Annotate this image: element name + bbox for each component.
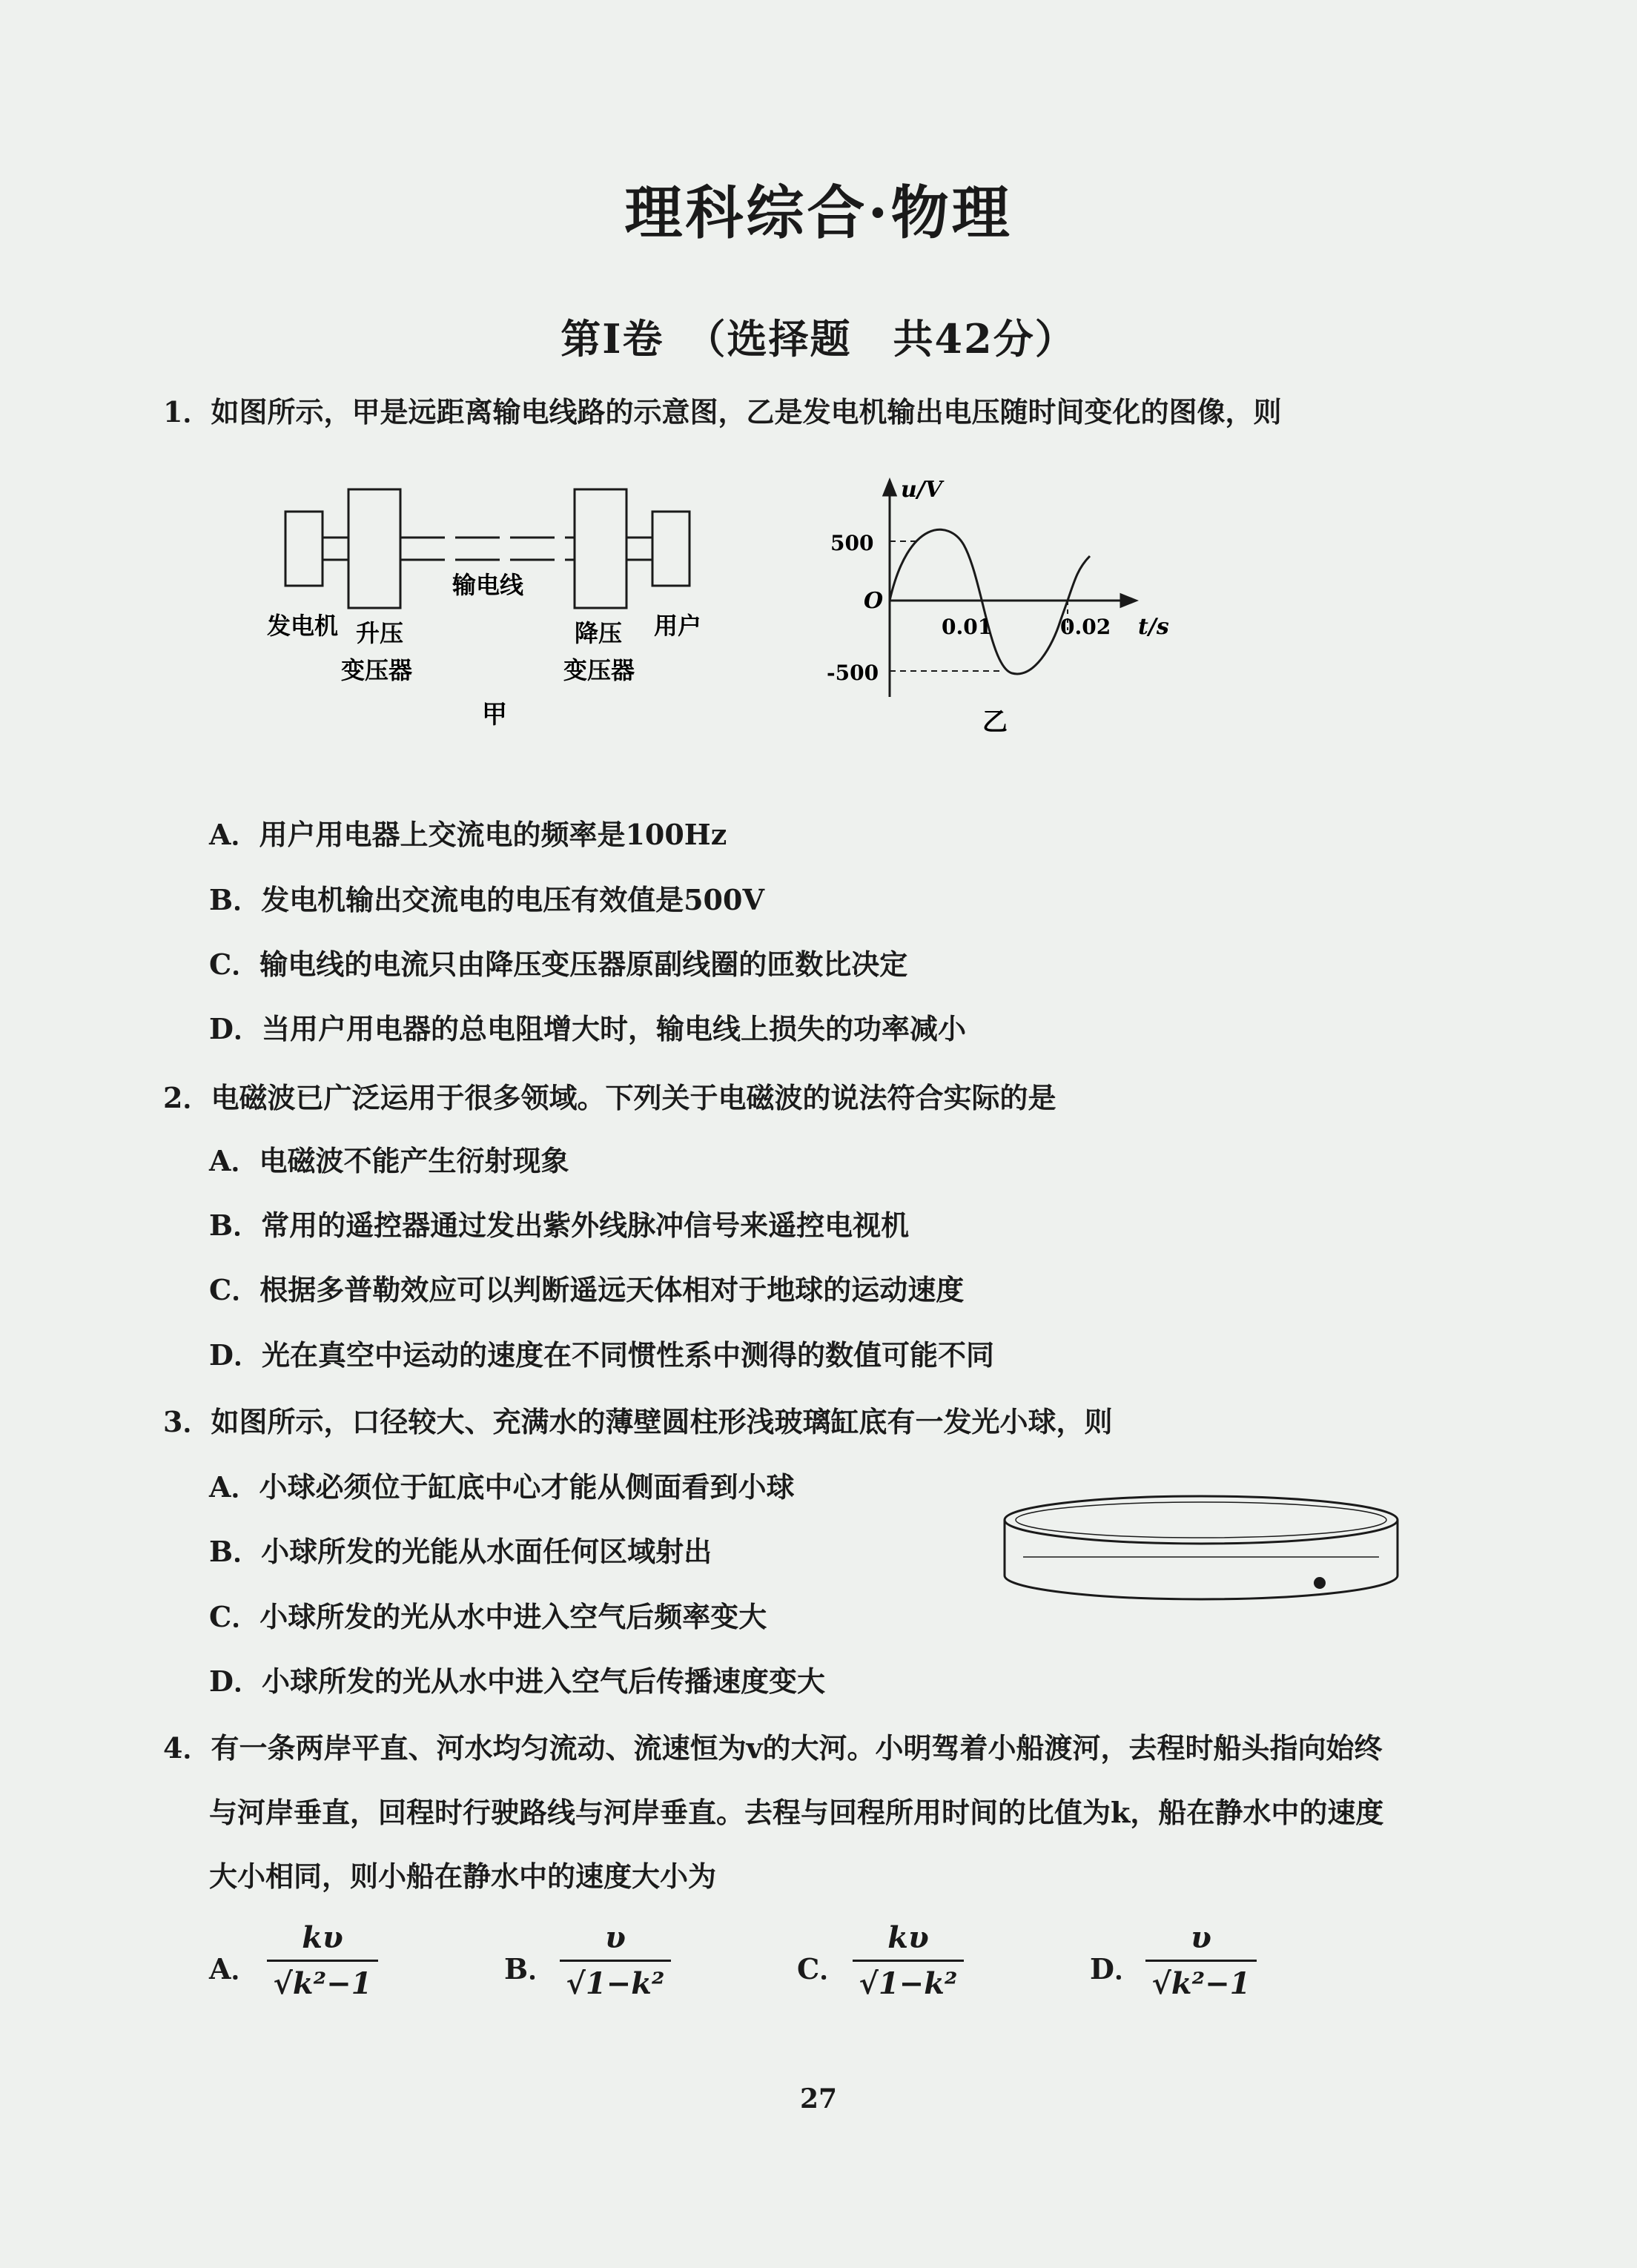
q1-option-d: D．当用户用电器的总电阻增大时，输电线上损失的功率减小 xyxy=(209,1012,966,1045)
q4-stem-2: 与河岸垂直，回程时行驶路线与河岸垂直。去程与回程所用时间的比值为k，船在静水中的速度 xyxy=(209,1796,1384,1829)
caption-yi: 乙 xyxy=(982,707,1008,737)
label-user: 用户 xyxy=(654,612,702,640)
q1-option-b: B．发电机输出交流电的电压有效值是500V xyxy=(209,883,764,916)
q4-option-b-label: B． xyxy=(504,1952,557,1986)
tank-top-rim xyxy=(1005,1496,1398,1544)
label-stepdown-1: 降压 xyxy=(575,619,623,647)
label-line: 输电线 xyxy=(452,571,524,599)
q3-option-c: C．小球所发的光从水中进入空气后频率变大 xyxy=(209,1600,767,1633)
origin-label: O xyxy=(864,588,884,614)
q2-option-d: D．光在真空中运动的速度在不同惯性系中测得的数值可能不同 xyxy=(209,1338,994,1372)
q2-stem: 2．电磁波已广泛运用于很多领域。下列关于电磁波的说法符合实际的是 xyxy=(163,1081,1056,1114)
y-axis-arrow xyxy=(884,480,896,495)
label-generator: 发电机 xyxy=(267,612,339,640)
q1-option-a: A．用户用电器上交流电的频率是100Hz xyxy=(209,818,727,851)
user-box xyxy=(652,512,689,586)
stepup-transformer-box xyxy=(348,489,400,608)
q4-stem-3: 大小相同，则小船在静水中的速度大小为 xyxy=(209,1859,717,1893)
q2-option-c: C．根据多普勒效应可以判断遥远天体相对于地球的运动速度 xyxy=(209,1273,965,1306)
stepdown-transformer-box xyxy=(575,489,626,608)
q4-option-b-numerator: υ xyxy=(605,1920,626,1955)
page-number: 27 xyxy=(799,2083,838,2115)
q1-figure-yi xyxy=(827,475,1201,749)
q4-stem-1: 4．有一条两岸平直、河水均匀流动、流速恒为v的大河。小明驾着小船渡河，去程时船头指向始终 xyxy=(163,1731,1383,1765)
q4-option-a-fraction xyxy=(267,1920,378,2001)
q4-option-c-numerator: kυ xyxy=(887,1920,929,1955)
q3-option-b: B．小球所发的光能从水面任何区域射出 xyxy=(209,1535,712,1568)
label-stepup-2: 变压器 xyxy=(341,656,413,684)
generator-box xyxy=(285,512,323,586)
q4-option-d-fraction xyxy=(1145,1920,1257,2001)
sine-curve xyxy=(890,529,1090,674)
q4-option-c-label: C． xyxy=(797,1952,848,1986)
ylabel: u/V xyxy=(901,477,943,503)
caption-jia: 甲 xyxy=(482,700,507,730)
light-ball xyxy=(1314,1577,1326,1589)
q4-option-b-denominator: √1−k² xyxy=(566,1966,665,2001)
q3-stem: 3．如图所示，口径较大、充满水的薄壁圆柱形浅玻璃缸底有一发光小球，则 xyxy=(163,1405,1113,1438)
q2-option-b: B．常用的遥控器通过发出紫外线脉冲信号来遥控电视机 xyxy=(209,1209,910,1242)
q1-figure-jia xyxy=(267,475,734,741)
q4-option-a-denominator: √k²−1 xyxy=(273,1966,372,2001)
q4-option-d-denominator: √k²−1 xyxy=(1151,1966,1251,2001)
tank-bottom xyxy=(1005,1576,1398,1599)
q1-stem: 1．如图所示，甲是远距离输电线路的示意图，乙是发电机输出电压随时间变化的图像，则 xyxy=(163,395,1282,429)
section-subtitle: 第Ⅰ卷 （选择题 共42分） xyxy=(560,315,1077,363)
q4-option-a-label: A． xyxy=(209,1952,259,1986)
q4-option-d-label: D． xyxy=(1090,1952,1142,1986)
label-stepdown-2: 变压器 xyxy=(563,656,635,684)
q4-option-a-numerator: kυ xyxy=(302,1920,343,1955)
x-axis-arrow xyxy=(1121,595,1136,606)
q4-option-d-numerator: υ xyxy=(1191,1920,1211,1955)
q2-option-a: A．电磁波不能产生衍射现象 xyxy=(209,1144,569,1177)
page-title: 理科综合·物理 xyxy=(624,179,1013,247)
q3-option-d: D．小球所发的光从水中进入空气后传播速度变大 xyxy=(209,1664,825,1698)
xlabel: t/s xyxy=(1138,614,1169,640)
q3-figure-tank xyxy=(993,1487,1409,1620)
q4-option-c-fraction xyxy=(853,1920,964,2001)
q1-option-c: C．输电线的电流只由降压变压器原副线圈的匝数比决定 xyxy=(209,948,908,981)
label-stepup-1: 升压 xyxy=(356,619,404,647)
xtick-001: 0.01 xyxy=(942,615,993,639)
q4-option-b-fraction xyxy=(560,1920,671,2001)
ytick-500: 500 xyxy=(830,531,874,555)
q4-option-c-denominator: √1−k² xyxy=(859,1966,958,2001)
xtick-002: 0.02 xyxy=(1060,615,1111,639)
ytick-neg500: -500 xyxy=(827,661,879,685)
q3-option-a: A．小球必须位于缸底中心才能从侧面看到小球 xyxy=(209,1470,795,1504)
